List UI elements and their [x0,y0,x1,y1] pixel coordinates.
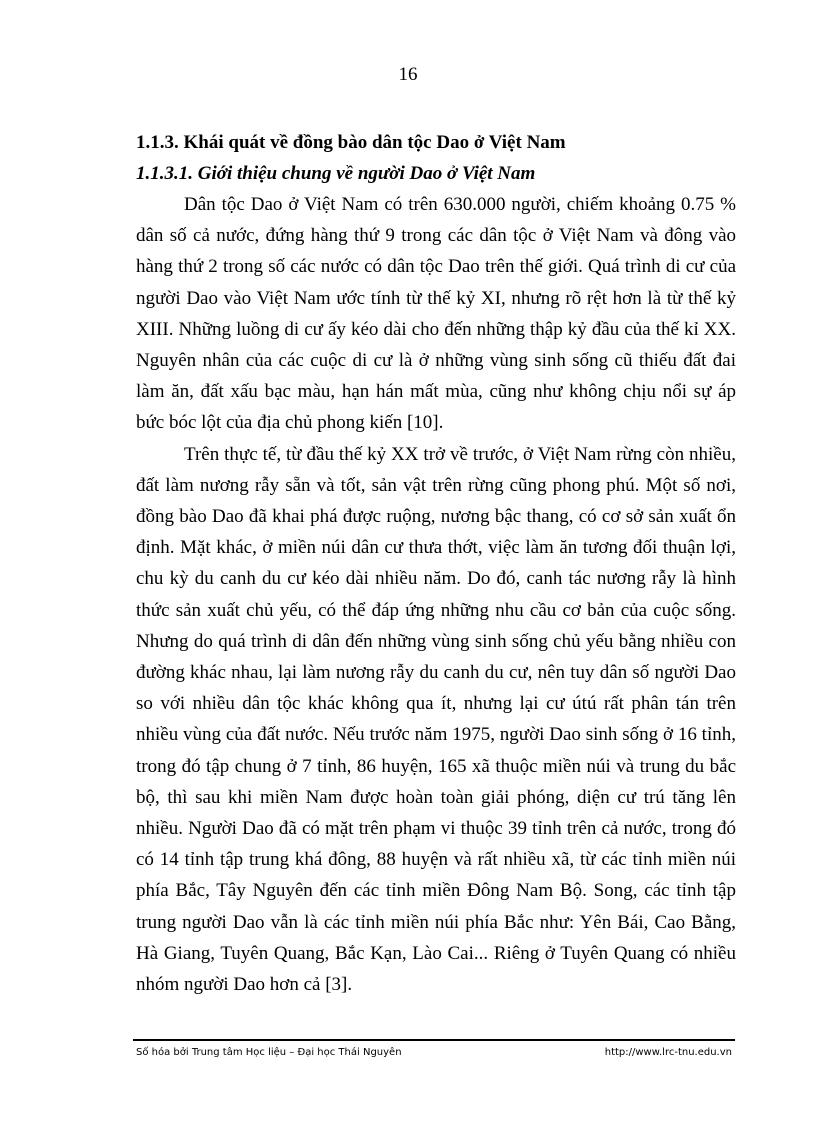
paragraph-settlement-distribution: Trên thực tế, từ đầu thế kỷ XX trở về trước, ở Việt Nam rừng còn nhiều, đất làm nương rẫy sẵn và tốt, sản vật trên rừng cũng phong phú. Một số nơi, đồng bào Dao đã khai phá được ruộng, nương bậc thang, có cơ sở sản xuất ổn định. Mặt khác, ở miền núi dân cư thưa thớt, việc làm ăn tương đối thuận lợi, chu kỳ du canh du cư kéo dài nhiều năm. Do đó, canh tác nương rẫy là hình thức sản xuất chủ yếu, có thể đáp ứng những nhu cầu cơ bản của cuộc sống. Nhưng do quá trình di dân đến những vùng sinh sống chủ yếu bằng nhiều con đường khác nhau, lại làm nương rẫy du canh du cư, nên tuy dân số người Dao so với nhiều dân tộc khác không qua ít, nhưng lại cư útú rất phân tán trên nhiều vùng của đất nước. Nếu trước năm 1975, người Dao sinh sống ở 16 tỉnh, trong đó tập chung ở 7 tỉnh, 86 huyện, 165 xã thuộc miền núi và trung du bắc bộ, thì sau khi miền Nam được hoàn toàn giải phóng, diện cư trú tăng lên nhiều. Người Dao đã có mặt trên phạm vi thuộc 39 tỉnh trên cả nước, trong đó có 14 tỉnh tập trung khá đông, 88 huyện và rất nhiều xã, từ các tỉnh miền núi phía Bắc, Tây Nguyên đến các tỉnh miền Đông Nam Bộ. Song, các tỉnh tập trung người Dao vẫn là các tỉnh miền núi phía Bắc như: Yên Bái, Cao Bằng, Hà Giang, Tuyên Quang, Bắc Kạn, Lào Cai... Riêng ở Tuyên Quang có nhiều nhóm người Dao hơn cả [3]. [136,443,736,996]
section-heading: 1.1.3. Khái quát về đồng bào dân tộc Dao ở Việt Nam [136,132,566,153]
document-body [136,127,736,1000]
subsection-heading: 1.1.3.1. Giới thiệu chung về người Dao ở Việt Nam [136,163,536,184]
footer-url: http://www.lrc-tnu.edu.vn [604,1047,732,1058]
page-number: 16 [398,64,418,85]
paragraph-population-migration: Dân tộc Dao ở Việt Nam có trên 630.000 người, chiếm khoảng 0.75 % dân số cả nước, đứng hàng thứ 9 trong các dân tộc ở Việt Nam và đông vào hàng thứ 2 trong số các nước có dân tộc Dao trên thế giới. Quá trình di cư của người Dao vào Việt Nam ước tính từ thế kỷ XI, nhưng rõ rệt hơn là từ thế kỷ XIII. Những luồng di cư ấy kéo dài cho đến những thập kỷ đầu của thế kỉ XX. Nguyên nhân của các cuộc di cư là ở những vùng sinh sống cũ thiếu đất đai làm ăn, đất xấu bạc màu, hạn hán mất mùa, cũng như không chịu nổi sự áp bức bóc lột của địa chủ phong kiến [10]. [136,194,736,434]
footer-credit: Số hóa bởi Trung tâm Học liệu – Đại học Thái Nguyên [136,1047,402,1058]
footer-divider [133,1039,735,1041]
